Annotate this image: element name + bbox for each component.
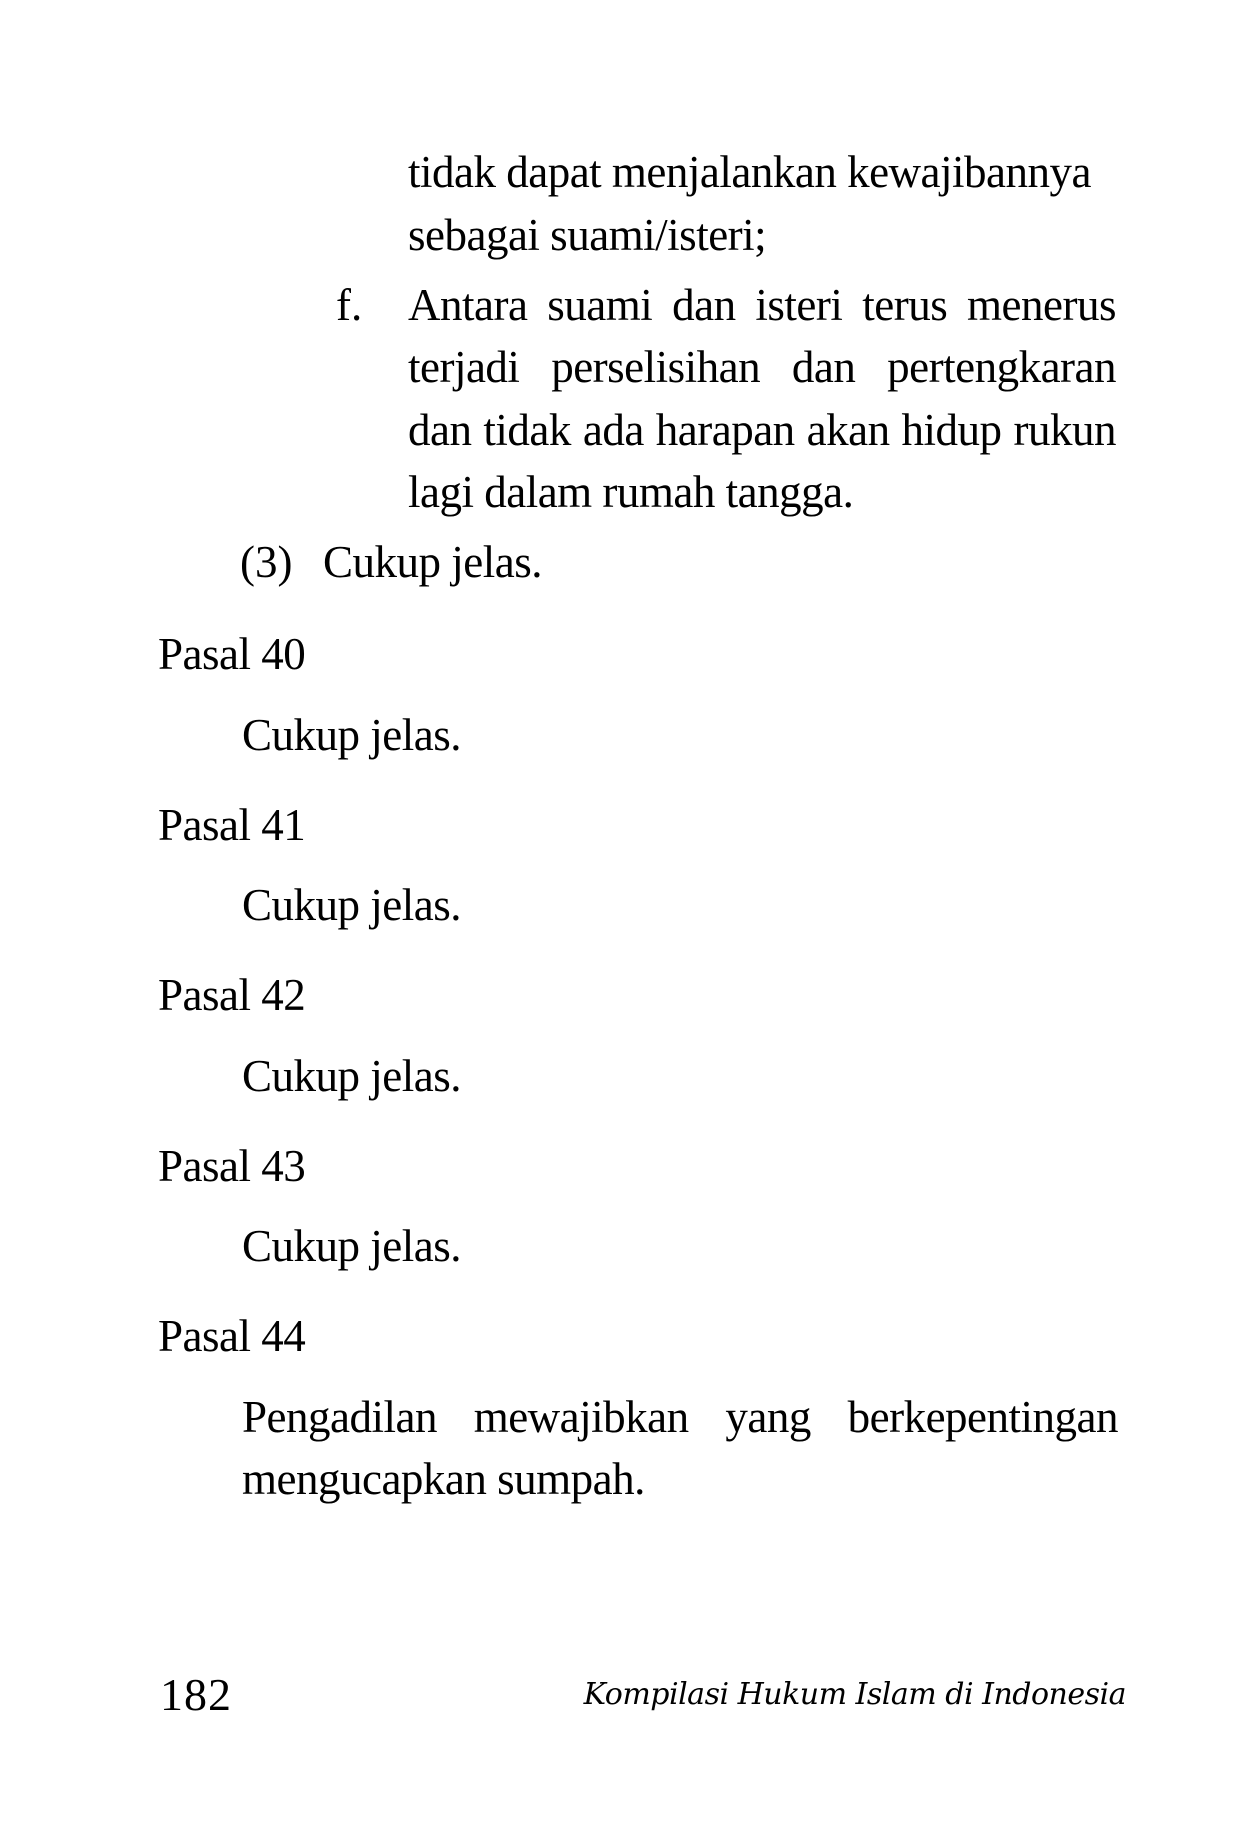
pasal-42-title: Pasal 42: [158, 970, 306, 1020]
item-f-line-2: terjadi perselisihan dan pertengkaran: [408, 342, 1116, 392]
pasal-44-line-1: Pengadilan mewajibkan yang berkepentingan: [242, 1392, 1118, 1442]
item-f-line-4: lagi dalam rumah tangga.: [408, 467, 854, 517]
item-f-marker: f.: [336, 280, 363, 330]
pasal-41-text: Cukup jelas.: [242, 880, 461, 930]
ayat-3-text: Cukup jelas.: [323, 537, 542, 587]
ayat-3-marker: (3): [240, 537, 293, 587]
pasal-43-title: Pasal 43: [158, 1141, 306, 1191]
pasal-42-text: Cukup jelas.: [242, 1051, 461, 1101]
pasal-40-title: Pasal 40: [158, 629, 306, 679]
pasal-43-text: Cukup jelas.: [242, 1221, 461, 1271]
pasal-44-line-2: mengucapkan sumpah.: [242, 1454, 645, 1504]
pasal-44-title: Pasal 44: [158, 1311, 306, 1361]
item-e-line-1: tidak dapat menjalankan kewajibannya: [408, 147, 1091, 197]
item-f-line-1: Antara suami dan isteri terus menerus: [408, 280, 1116, 330]
item-f-line-3: dan tidak ada harapan akan hidup rukun: [408, 405, 1116, 455]
running-footer-title: Kompilasi Hukum Islam di Indonesia: [583, 1677, 1126, 1712]
pasal-40-text: Cukup jelas.: [242, 710, 461, 760]
item-e-line-2: sebagai suami/isteri;: [408, 210, 767, 260]
pasal-41-title: Pasal 41: [158, 800, 306, 850]
page-number: 182: [160, 1669, 232, 1720]
